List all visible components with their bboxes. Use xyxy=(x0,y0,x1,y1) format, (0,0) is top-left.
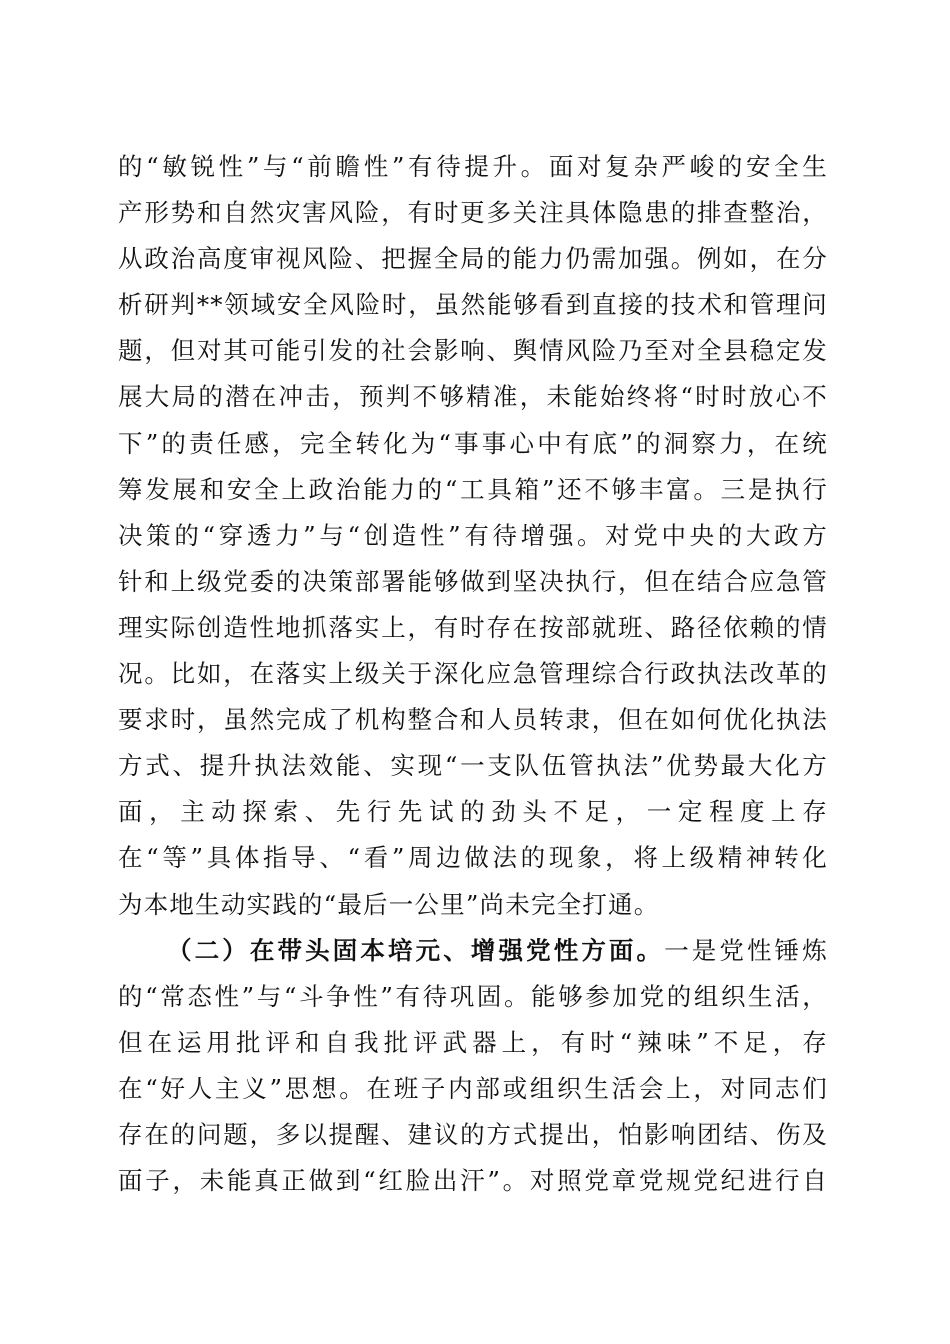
text-line: 产形势和自然灾害风险，有时更多关注具体隐患的排查整治， xyxy=(118,198,828,228)
text-line: 展大局的潜在冲击，预判不够精准，未能始终将“时时放心不 xyxy=(118,382,828,412)
text-line: 析研判**领域安全风险时，虽然能够看到直接的技术和管理问 xyxy=(118,290,828,320)
text-line: 决策的“穿透力”与“创造性”有待增强。对党中央的大政方 xyxy=(118,520,828,550)
text-line: 从政治高度审视风险、把握全局的能力仍需加强。例如，在分 xyxy=(118,244,828,274)
text-line: 存在的问题，多以提醒、建议的方式提出，怕影响团结、伤及 xyxy=(118,1119,828,1149)
body-text xyxy=(118,144,828,1204)
text-line: 方式、提升执法效能、实现“一支队伍管执法”优势最大化方 xyxy=(118,751,828,781)
text-line: 针和上级党委的决策部署能够做到坚决执行，但在结合应急管 xyxy=(118,566,828,596)
text-line: 面，主动探索、先行先试的劲头不足，一定程度上存 xyxy=(118,797,828,827)
section-heading: （二）在带头固本培元、增强党性方面。 xyxy=(167,935,665,965)
text-line: 为本地生动实践的“最后一公里”尚未完全打通。 xyxy=(118,889,660,919)
text-line: 但在运用批评和自我批评武器上，有时“辣味”不足，存 xyxy=(118,1027,828,1057)
text-line: 的“常态性”与“斗争性”有待巩固。能够参加党的组织生活， xyxy=(118,981,828,1011)
section-heading-tail: 一是党性锤炼 xyxy=(664,935,828,965)
text-line: 理实际创造性地抓落实上，有时存在按部就班、路径依赖的情 xyxy=(118,612,828,642)
text-line: 筹发展和安全上政治能力的“工具箱”还不够丰富。三是执行 xyxy=(118,474,828,504)
text-line: 况。比如，在落实上级关于深化应急管理综合行政执法改革的 xyxy=(118,659,828,689)
text-line: 题，但对其可能引发的社会影响、舆情风险乃至对全县稳定发 xyxy=(118,336,828,366)
text-line: 在“等”具体指导、“看”周边做法的现象，将上级精神转化 xyxy=(118,843,828,873)
section-heading-line xyxy=(118,928,828,974)
text-line: 的“敏锐性”与“前瞻性”有待提升。面对复杂严峻的安全生 xyxy=(118,152,828,181)
text-line: 要求时，虽然完成了机构整合和人员转隶，但在如何优化执法 xyxy=(118,705,828,735)
text-line: 面子，未能真正做到“红脸出汗”。对照党章党规党纪进行自 xyxy=(118,1166,828,1196)
text-line: 在“好人主义”思想。在班子内部或组织生活会上，对同志们 xyxy=(118,1073,828,1103)
text-line: 下”的责任感，完全转化为“事事心中有底”的洞察力，在统 xyxy=(118,428,828,458)
